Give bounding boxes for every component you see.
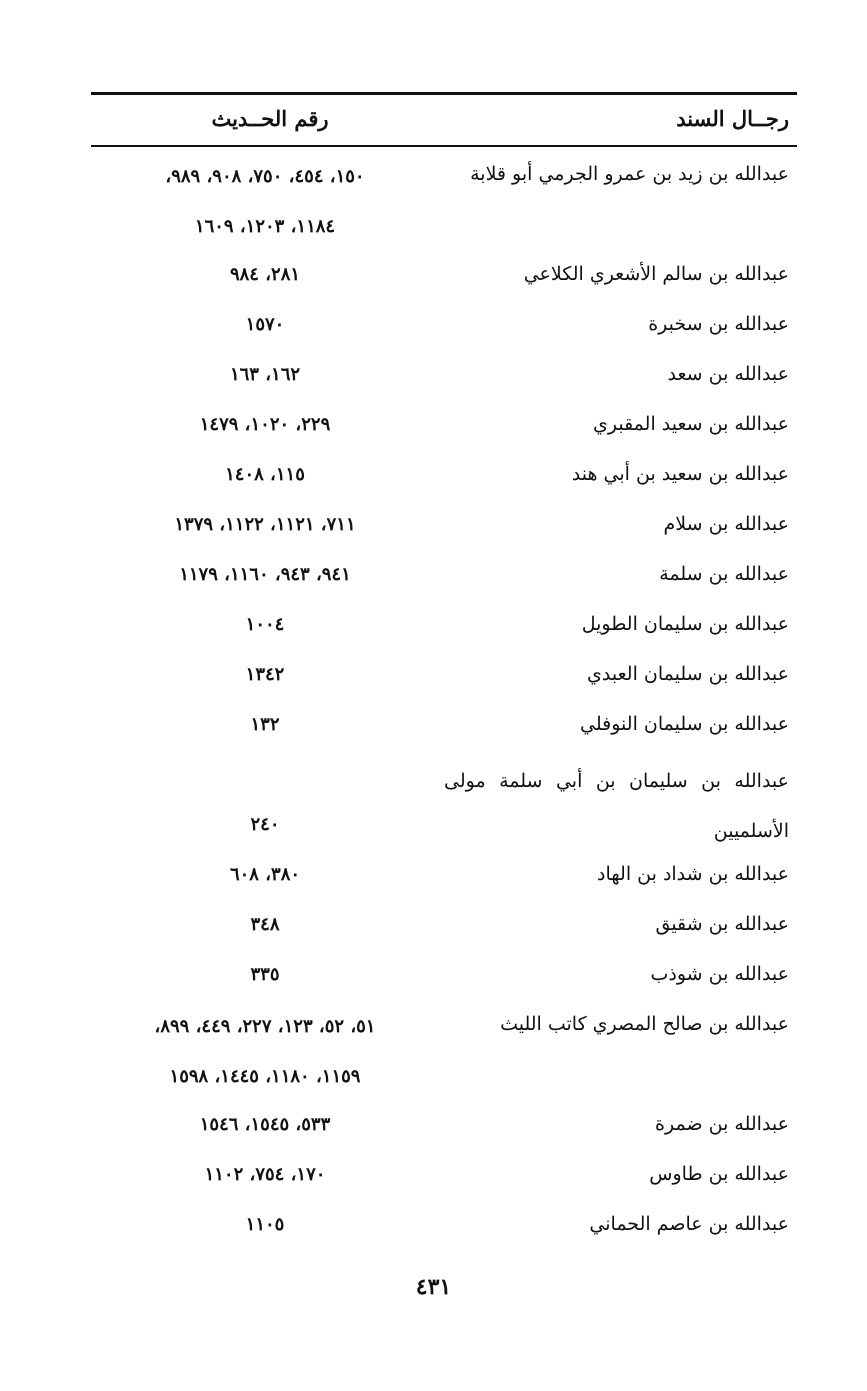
index-row	[0, 700, 867, 750]
narrators-column-header: رجــال السند	[676, 106, 789, 131]
index-row	[0, 300, 867, 350]
index-row	[0, 750, 867, 850]
hadith-numbers: ٧١١، ١١٢١، ١١٢٢، ١٣٧٩	[174, 514, 356, 535]
hadith-numbers: ١١٠٥	[245, 1214, 285, 1235]
hadith-numbers: ١٣٤٢	[245, 664, 285, 685]
index-row	[0, 1000, 867, 1100]
narrator-name: عبدالله بن شداد بن الهاد	[597, 863, 789, 885]
index-row	[0, 1150, 867, 1200]
hadith-numbers-line: ٥١، ٥٢، ١٢٣، ٢٢٧، ٤٤٩، ٨٩٩،	[154, 1016, 376, 1037]
hadith-numbers-line: ١٥٠، ٤٥٤، ٧٥٠، ٩٠٨، ٩٨٩،	[165, 166, 365, 187]
hadith-numbers: ١٦٢، ١٦٣	[229, 364, 301, 385]
index-table	[0, 150, 867, 1250]
narrator-name: عبدالله بن سليمان بن أبي سلمة مولى الأسلميين	[444, 770, 789, 842]
narrator-name: عبدالله بن سليمان العبدي	[587, 663, 789, 685]
narrator-name: عبدالله بن زيد بن عمرو الجرمي أبو قلابة	[470, 163, 789, 185]
index-row	[0, 400, 867, 450]
narrator-name: عبدالله بن سليمان الطويل	[581, 613, 789, 635]
index-row	[0, 450, 867, 500]
hadith-numbers: ٣٤٨	[250, 914, 280, 935]
hadith-numbers-line: ١١٥٩، ١١٨٠، ١٤٤٥، ١٥٩٨	[169, 1066, 361, 1087]
narrator-name: عبدالله بن سعيد بن أبي هند	[571, 463, 789, 485]
hadith-numbers: ١٣٢	[250, 714, 280, 735]
hadith-numbers: ٥٣٣، ١٥٤٥، ١٥٤٦	[199, 1114, 331, 1135]
hadith-numbers: ٢٢٩، ١٠٢٠، ١٤٧٩	[199, 414, 331, 435]
index-row	[0, 950, 867, 1000]
index-row	[0, 150, 867, 250]
narrator-name: عبدالله بن ضمرة	[655, 1113, 789, 1135]
index-row	[0, 1100, 867, 1150]
narrator-name: عبدالله بن صالح المصري كاتب الليث	[500, 1013, 789, 1035]
hadith-numbers: ٣٨٠، ٦٠٨	[229, 864, 301, 885]
hadith-numbers: ٣٣٥	[250, 964, 280, 985]
narrator-name: عبدالله بن سعد	[667, 363, 789, 385]
narrator-name: عبدالله بن شوذب	[650, 963, 789, 985]
narrator-name: عبدالله بن سليمان النوفلي	[580, 713, 789, 735]
hadith-numbers-line: ١١٨٤، ١٢٠٣، ١٦٠٩	[194, 216, 336, 237]
index-row	[0, 550, 867, 600]
hadith-numbers: ١٥٧٠	[245, 314, 285, 335]
hadith-numbers	[100, 152, 430, 252]
header-rule	[91, 145, 797, 147]
narrator-name: عبدالله بن شقيق	[655, 913, 789, 935]
narrator-name: عبدالله بن عاصم الحماني	[589, 1213, 789, 1235]
hadith-numbers: ١١٥، ١٤٠٨	[225, 464, 305, 485]
narrator-name: عبدالله بن سالم الأشعري الكلاعي	[523, 263, 789, 285]
index-row	[0, 600, 867, 650]
hadith-numbers: ٢٤٠	[250, 814, 280, 835]
index-row	[0, 900, 867, 950]
hadith-numbers	[100, 1002, 430, 1102]
index-row	[0, 350, 867, 400]
index-row	[0, 250, 867, 300]
hadith-numbers: ٩٤١، ٩٤٣، ١١٦٠، ١١٧٩	[179, 564, 351, 585]
index-row	[0, 500, 867, 550]
page-number: ٤٣١	[415, 1274, 452, 1300]
hadith-number-column-header: رقم الحــديث	[211, 106, 329, 131]
top-rule	[91, 92, 797, 95]
narrator-name: عبدالله بن طاوس	[649, 1163, 789, 1185]
narrator-name: عبدالله بن سلمة	[659, 563, 789, 585]
index-row	[0, 850, 867, 900]
hadith-numbers: ٢٨١، ٩٨٤	[229, 264, 301, 285]
narrator-name: عبدالله بن سلام	[663, 513, 789, 535]
narrator-name: عبدالله بن سعيد المقبري	[592, 413, 789, 435]
index-row	[0, 650, 867, 700]
index-row	[0, 1200, 867, 1250]
narrator-name: عبدالله بن سخبرة	[648, 313, 789, 335]
hadith-numbers: ١٧٠، ٧٥٤، ١١٠٢	[204, 1164, 326, 1185]
hadith-numbers: ١٠٠٤	[245, 614, 285, 635]
